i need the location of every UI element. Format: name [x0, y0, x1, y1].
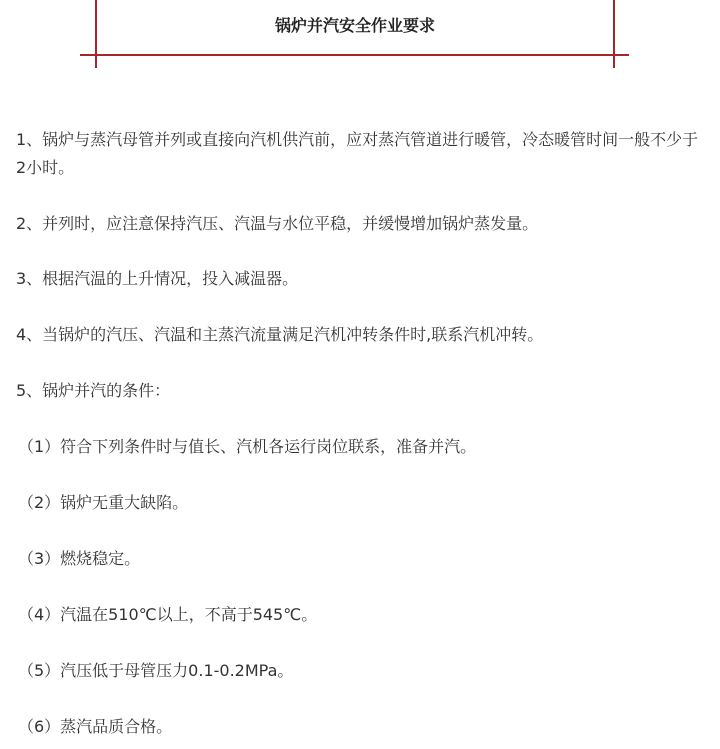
page-title: 锅炉并汽安全作业要求 [274, 16, 435, 35]
paragraph-2: 2、并列时，应注意保持汽压、汽温与水位平稳，并缓慢增加锅炉蒸发量。 [16, 214, 539, 233]
title-frame-right-border [613, 0, 615, 68]
condition-2: （2）锅炉无重大缺陷。 [18, 493, 189, 512]
title-frame [0, 0, 720, 70]
condition-1: （1）符合下列条件时与值长、汽机各运行岗位联系，准备并汽。 [18, 437, 477, 456]
paragraph-1: 1、锅炉与蒸汽母管并列或直接向汽机供汽前，应对蒸汽管道进行暖管，冷态暖管时间一般不少于2小时。 [16, 130, 699, 177]
paragraph-4: 4、当锅炉的汽压、汽温和主蒸汽流量满足汽机冲转条件时,联系汽机冲转。 [16, 325, 544, 344]
paragraph-3: 3、根据汽温的上升情况，投入减温器。 [16, 269, 299, 288]
paragraph-5: 5、锅炉并汽的条件： [16, 381, 171, 400]
condition-5: （5）汽压低于母管压力0.1-0.2MPa。 [18, 661, 294, 680]
condition-4: （4）汽温在510℃以上，不高于545℃。 [18, 605, 318, 624]
condition-3: （3）燃烧稳定。 [18, 549, 141, 568]
condition-6: （6）蒸汽品质合格。 [18, 717, 173, 736]
title-frame-bottom-border [80, 54, 629, 56]
